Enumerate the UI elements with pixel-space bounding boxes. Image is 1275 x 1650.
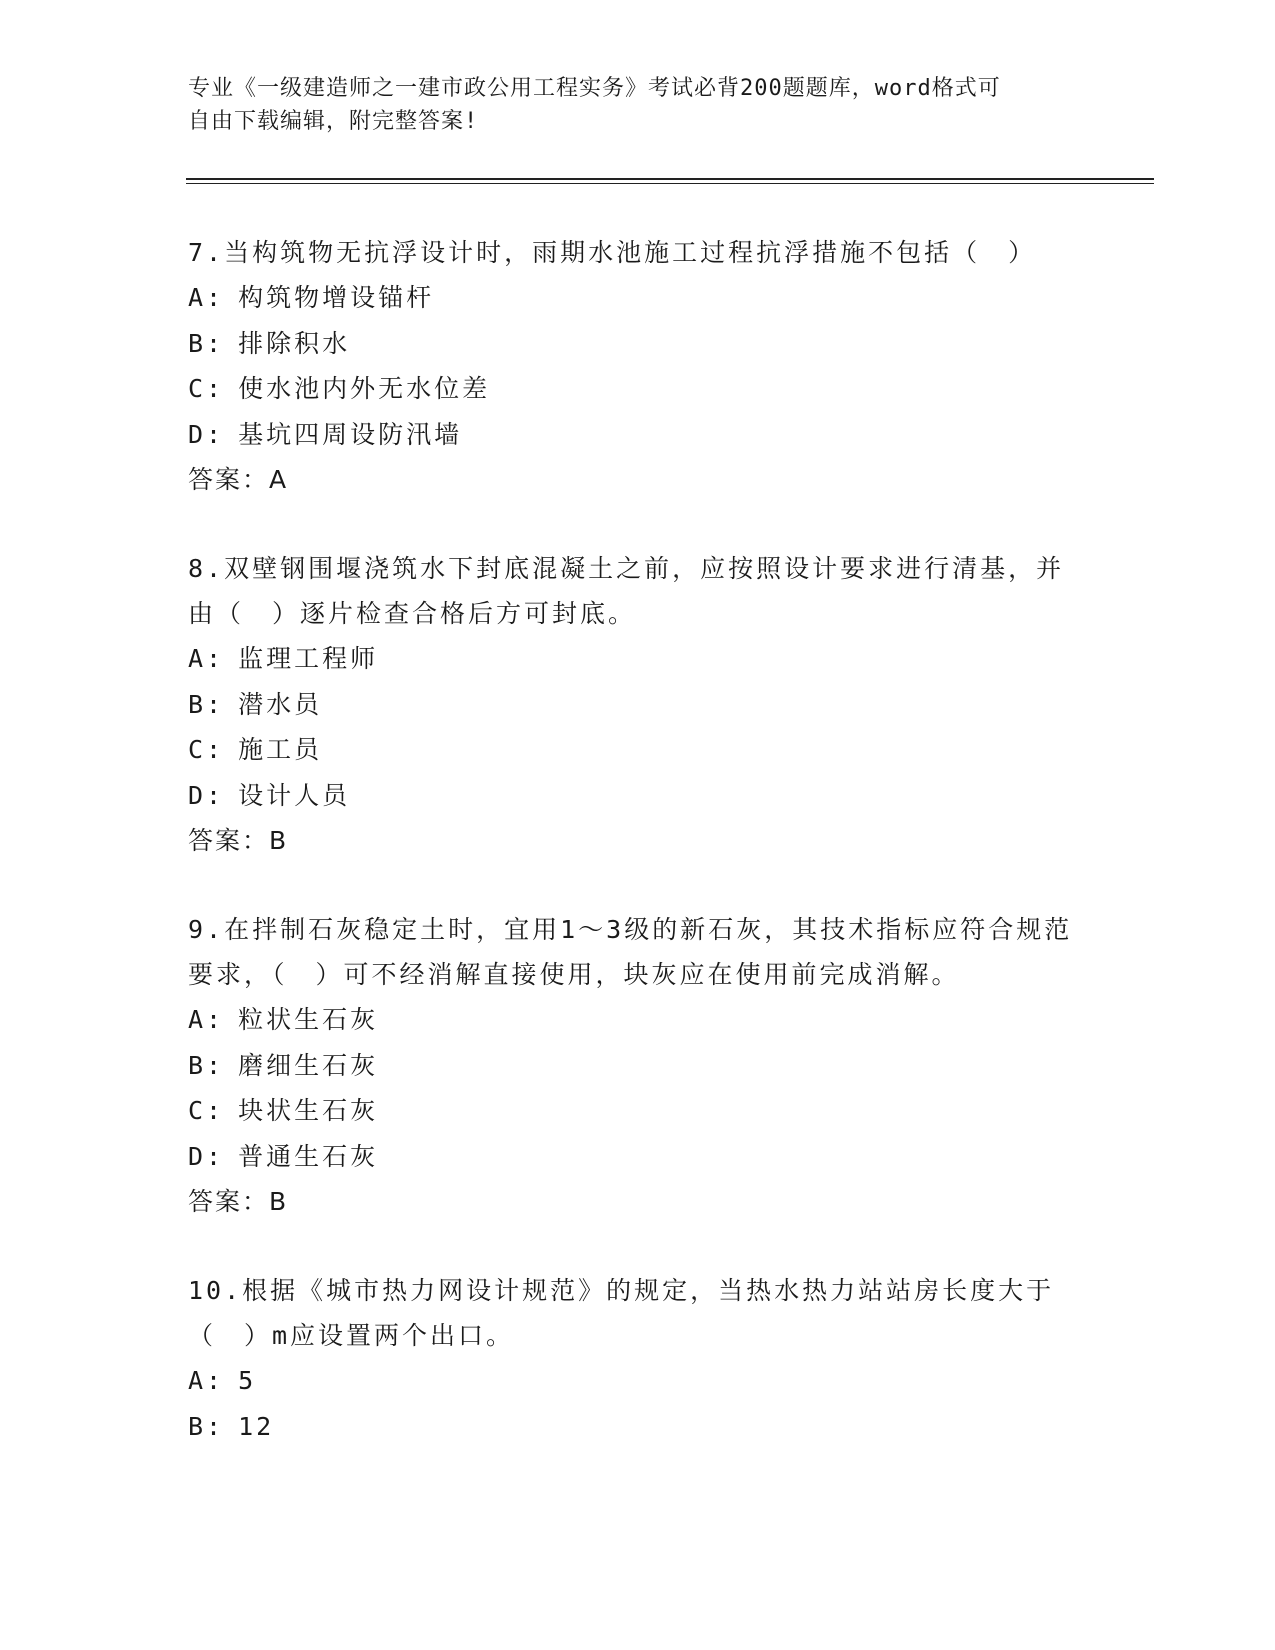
option-text: 潜水员 [238,689,323,719]
option-a [188,997,1088,1043]
option-text: 磨细生石灰 [238,1050,379,1080]
option-text: 基坑四周设防汛墙 [238,419,463,449]
option-letter: D: [188,1141,225,1171]
answer-line: 答案：A [188,465,289,494]
option-text: 设计人员 [238,780,351,810]
option-b [188,1043,1088,1089]
option-text: 12 [238,1411,275,1441]
option-text: 普通生石灰 [238,1141,379,1171]
option-letter: B: [188,1050,225,1080]
option-d [188,773,1088,819]
option-text: 构筑物增设锚杆 [238,283,435,312]
option-b [188,1404,1088,1450]
option-letter: B: [188,328,225,358]
option-letter: C: [188,1096,225,1125]
option-letter: B: [188,1411,225,1441]
option-text: 块状生石灰 [238,1096,379,1125]
question-text: 8.双壁钢围堰浇筑水下封底混凝土之前，应按照设计要求进行清基，并由（ ）逐片检查合格后方可封底。 [188,554,1065,628]
option-letter: A: [188,1366,225,1395]
option-c [188,366,1088,412]
option-c [188,1088,1088,1134]
option-c [188,727,1088,773]
question-list [188,230,1088,1493]
option-text: 粒状生石灰 [238,1005,379,1034]
question-7 [188,230,1088,502]
option-d [188,412,1088,458]
header-divider-thin [186,183,1154,184]
answer-line: 答案：B [188,826,289,855]
header-divider-thick [186,178,1154,180]
question-10 [188,1268,1088,1449]
question-9 [188,907,1088,1224]
header-title-line-1: 专业《一级建造师之一建市政公用工程实务》考试必背200题题库，word格式可 [188,76,1001,101]
option-letter: B: [188,689,225,719]
question-text: 9.在拌制石灰稳定土时，宜用1～3级的新石灰，其技术指标应符合规范要求，（ ）可不经消解直接使用，块灰应在使用前完成消解。 [188,915,1073,989]
option-letter: A: [188,283,225,312]
option-b [188,321,1088,367]
option-text: 使水池内外无水位差 [238,374,491,403]
question-text: 7.当构筑物无抗浮设计时，雨期水池施工过程抗浮措施不包括（ ） [188,238,1037,267]
option-letter: A: [188,1005,225,1034]
option-b [188,682,1088,728]
answer-line: 答案：B [188,1187,289,1216]
option-a [188,1358,1088,1404]
option-letter: C: [188,374,225,403]
option-text: 监理工程师 [238,644,379,673]
option-letter: A: [188,644,225,673]
option-text: 5 [238,1366,257,1395]
question-text: 10.根据《城市热力网设计规范》的规定，当热水热力站站房长度大于（ ）m应设置两个出口。 [188,1276,1055,1350]
document-header [188,72,1088,138]
option-text: 施工员 [238,735,323,764]
option-letter: D: [188,419,225,449]
option-text: 排除积水 [238,328,351,358]
header-title-line-2: 自由下载编辑，附完整答案! [188,109,479,134]
option-a [188,275,1088,321]
option-letter: C: [188,735,225,764]
option-d [188,1134,1088,1180]
question-8 [188,546,1088,863]
option-a [188,636,1088,682]
option-letter: D: [188,780,225,810]
